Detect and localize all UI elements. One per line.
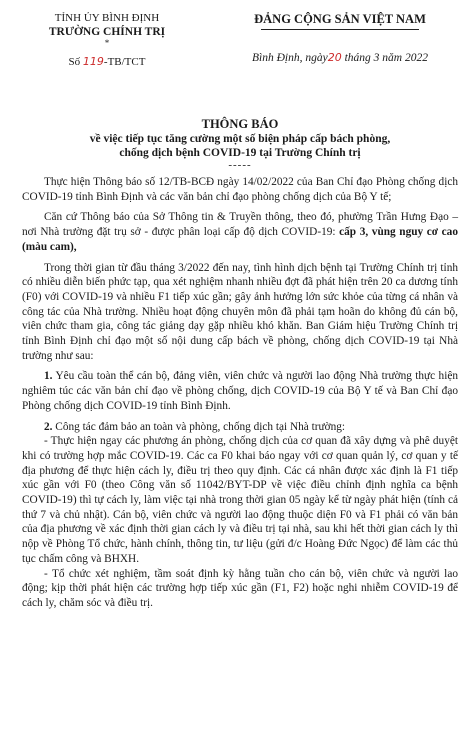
item-2-number: 2. [44,420,53,433]
paragraph-situation: Trong thời gian từ đầu tháng 3/2022 đến nay, tình hình dịch bệnh tại Trường Chính trị tỉnh có nhiều diễn biến phức tạp, qua xét nghiệm nhanh nhiều đợt đã phát hiện trên 20 ca dương tính (F0) với COVID-19 và nhiều F1 tiếp xúc gần; gây ảnh hưởng lớn sức khỏe của từng cá nhân và công tác của Nhà trường. Nhiều hoạt động chuyên môn đã phải tạm hoãn do không đủ cán bộ, viên chức tham gia, công tác giảng dạy gặp nhiều khó khăn. Ban Giám hiệu Trường Chính trị tỉnh Bình Định chỉ đạo một số nội dung cấp bách về phòng, chống dịch COVID-19 tại Nhà trường như sau: [22,261,458,362]
document-title: THÔNG BÁO [201,117,279,131]
paragraph-basis-notice: Thực hiện Thông báo số 12/TB-BCĐ ngày 14/02/2022 của Ban Chỉ đạo Phòng chống dịch COVID-19 tỉnh Bình Định và các văn bản chỉ đạo phòng chống dịch của Bộ Y tế; [22,176,458,203]
party-header [220,12,460,65]
party-underline [261,29,419,30]
issue-date-suffix: tháng 3 năm 2022 [341,52,428,64]
issue-date-day-handwritten: 20 [327,51,342,64]
title-separator: ----- [228,159,252,171]
document-subtitle: về việc tiếp tục tăng cường một số biện pháp cấp bách phòng, chống dịch bệnh COVID-19 tại Trường Chính trị [89,133,391,159]
provincial-committee-name: TỈNH ỦY BÌNH ĐỊNH [54,12,160,24]
paragraph-item-1 [22,369,458,413]
issue-date-prefix: Bình Định, ngày [252,52,328,64]
document-number [22,55,192,69]
paragraph-basis-dispatch-text: Căn cứ Thông báo của Sở Thông tin & Truyền thông, theo đó, phường Trần Hưng Đạo – nơi Nhà trường đặt trụ sở - được phân loại cấp độ dịch COVID-19: [22,211,458,239]
paragraph-item-2-measures: - Thực hiện ngay các phương án phòng, chống dịch của cơ quan đã xây dựng và phê duyệt khi có trường hợp mắc COVID-19. Các ca F0 khai báo ngay với cơ quan quản lý, cơ quan y tế địa phương để thực hiện cách ly, điều trị theo quy định. Các cá nhân được xác định là F1 tiếp xúc gần với F0 (theo Công văn số 11042/BYT-DP về việc điều chỉnh định nghĩa ca bệnh COVID-19) thì tự cách ly, làm việc tại nhà trong thời gian 05 ngày kể từ ngày phát hiện (tính cả thứ 7 và chủ nhật). Cán bộ, viên chức và người lao động thuộc diện F0 và F1 phải có văn bản của địa phương về xác định thời gian cách ly và điều trị tại nhà, sau khi hết thời gian cách ly thì nộp về Phòng Tổ chức, hành chính, thông tin, tư liệu (gửi đ/c Hoàng Đức Ngọc) để làm các thủ tục chấm công và BHXH. [22,435,458,565]
paragraph-basis-dispatch [22,210,458,254]
document-number-handwritten: 119 [82,55,104,68]
paragraph-item-2-testing: - Tổ chức xét nghiệm, tầm soát định kỳ hằng tuần cho cán bộ, viên chức và người lao động; kịp thời phát hiện các trường hợp tiếp xúc gần (F1, F2) hoặc nghi nhiễm COVID-19 để cách ly, chăm sóc và điều trị. [22,567,458,609]
issuer-header [22,12,192,69]
document-number-suffix: -TB/TCT [103,56,146,68]
paragraph-item-2 [22,420,458,435]
document-title-block [20,116,460,170]
party-name: ĐẢNG CỘNG SẢN VIỆT NAM [254,12,426,26]
item-2-text: Công tác đảm bảo an toàn và phòng, chống dịch tại Nhà trường: [52,420,346,433]
risk-level-text: cấp 3, vùng nguy cơ cao (màu cam), [22,226,458,253]
document-body [22,175,458,611]
item-1-number: 1. [44,370,53,383]
document-number-prefix: Số [68,56,83,68]
school-name: TRƯỜNG CHÍNH TRỊ [48,26,166,38]
issue-date [220,51,460,65]
header-star: * [104,38,110,48]
item-1-text: Yêu cầu toàn thể cán bộ, đảng viên, viên chức và người lao động Nhà trường thực hiện nghiêm túc các văn bản chỉ đạo về phòng chống, dịch COVID-19 của Bộ Y tế và Ban Chỉ đạo Phòng chống dịch COVID-19 tỉnh Bình Định. [22,370,458,412]
